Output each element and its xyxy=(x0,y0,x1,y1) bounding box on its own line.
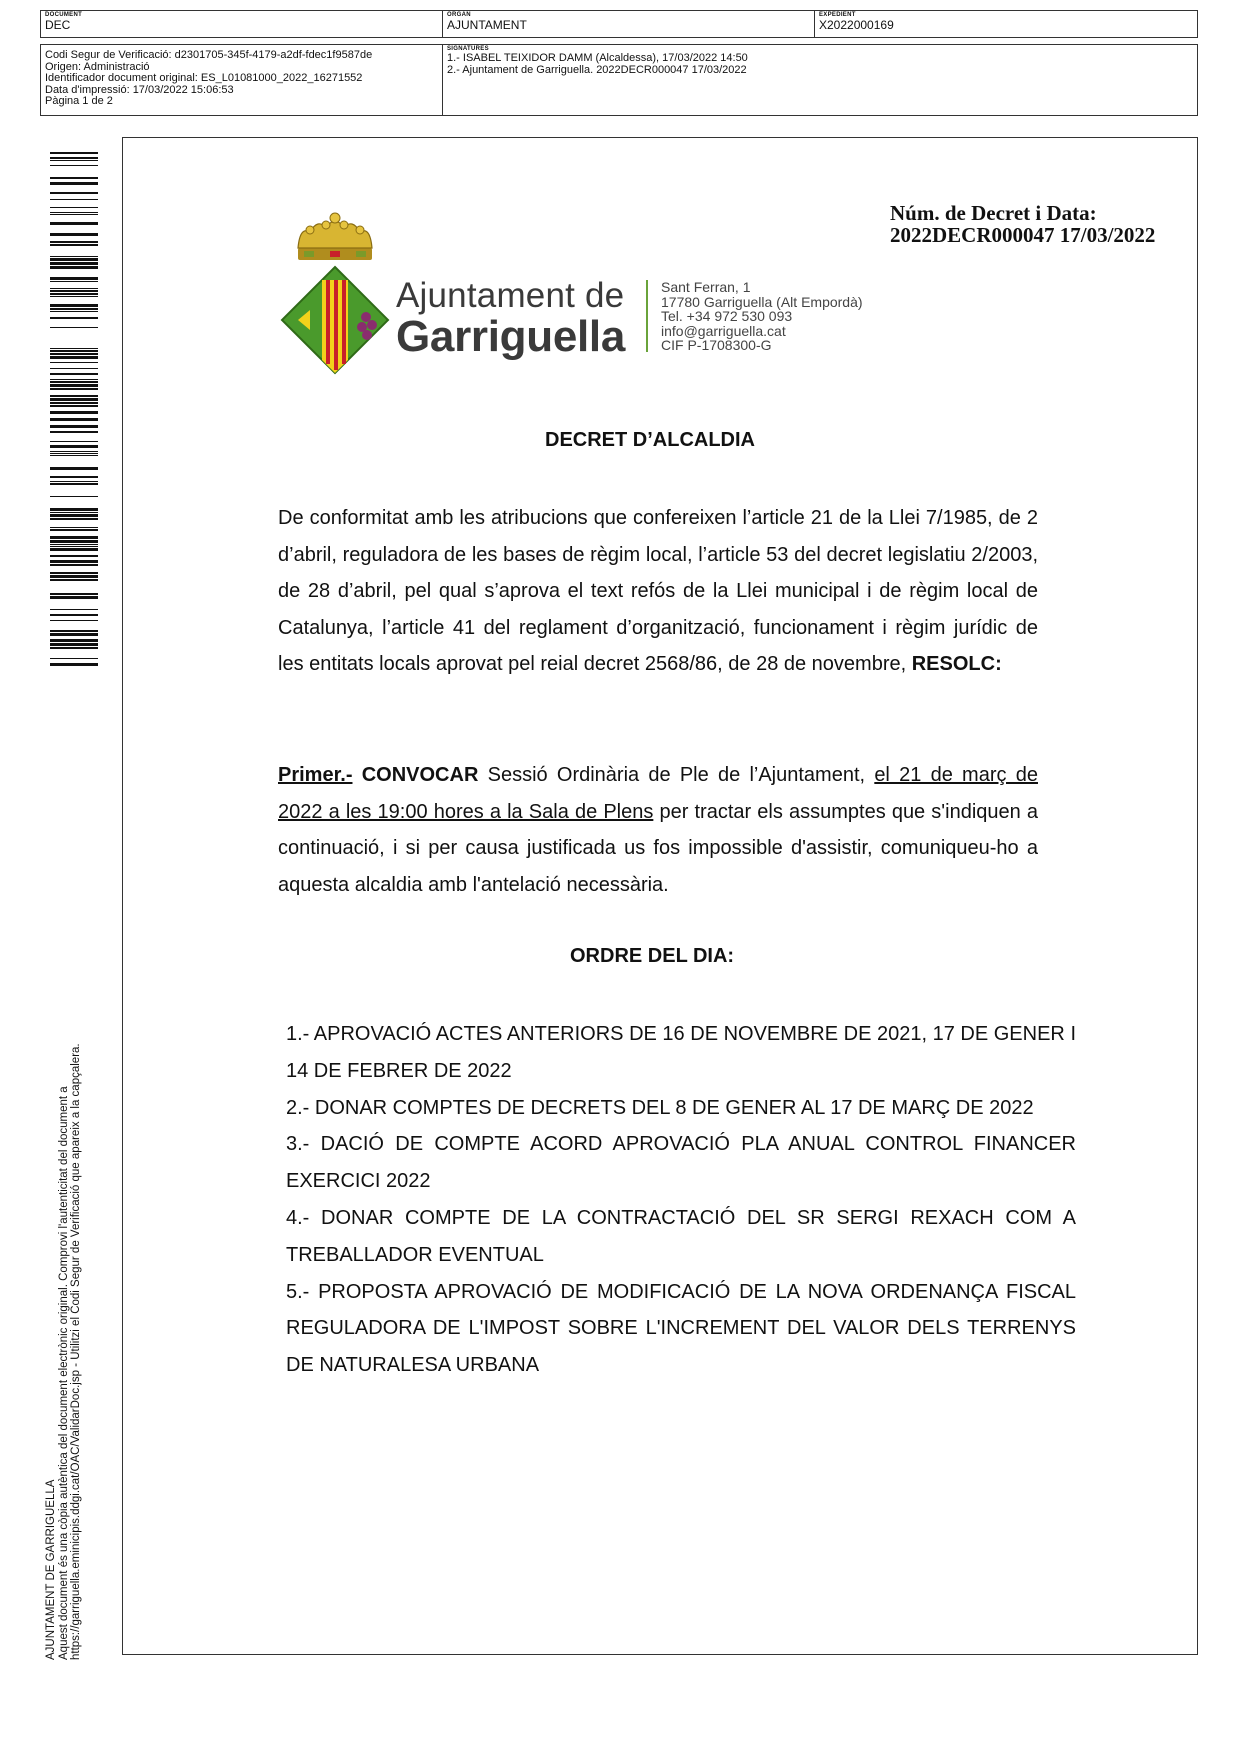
address-cif: CIF P-1708300-G xyxy=(661,337,772,353)
agenda-list xyxy=(286,1016,1076,1384)
agenda-item: 4.- DONAR COMPTE DE LA CONTRACTACIÓ DEL SR SERGI REXACH COM A TREBALLADOR EVENTUAL xyxy=(286,1206,1076,1266)
signatures-cell xyxy=(442,45,1197,115)
agenda-item: 1.- APROVACIÓ ACTES ANTERIORS DE 16 DE NOVEMBRE DE 2021, 17 DE GENER I 14 DE FEBRER DE 2022 xyxy=(286,1023,1076,1082)
decree-number-label: Núm. de Decret i Data: xyxy=(890,201,1097,225)
authenticity-line-1: AJUNTAMENT DE GARRIGUELLA xyxy=(45,1479,57,1660)
crown-icon xyxy=(290,208,380,264)
expedient-cell xyxy=(814,11,1197,37)
signatures-label: SIGNATURES xyxy=(447,46,489,52)
resolc-text: RESOLC: xyxy=(911,653,1002,675)
csv-code: Codi Segur de Verificació: d2301705-345f-4179-a2df-fdec1f9587de xyxy=(45,49,373,61)
header-row-meta xyxy=(40,44,1198,116)
coat-of-arms-icon xyxy=(280,265,390,375)
header-row-top xyxy=(40,10,1198,38)
primer-text-1: Sessió Ordinària de Ple de l’Ajuntament, xyxy=(487,764,866,786)
agenda-item: 5.- PROPOSTA APROVACIÓ DE MODIFICACIÓ DE LA NOVA ORDENANÇA FISCAL REGULADORA DE L'IMPOST SOBRE L'INCREMENT DEL VALOR DELS TERRENYS DE NATURALESA URBANA xyxy=(286,1280,1076,1377)
primer-label: Primer.- xyxy=(278,764,353,786)
session-date-place: el 21 de març de 2022 a les 19:00 hores a la Sala de Plens xyxy=(278,764,1038,823)
print-date: Data d'impressió: 17/03/2022 15:06:53 xyxy=(45,83,234,96)
organ-value: AJUNTAMENT xyxy=(447,18,527,32)
municipality-name-line2: Garriguella xyxy=(396,312,626,361)
authenticity-line-3: https://garriguella.eminicipis.ddgi.cat/OAC/ValidarDoc.jsp - Utilitzi el Codi Segur de Verificació que apareix a la capçalera. xyxy=(70,1043,82,1660)
letterhead-divider xyxy=(646,280,648,352)
primer-text-2: per tractar els assumptes que s'indiquen a continuació, i si per causa justificada us fos impossible d'assistir, comuniqueu-ho a aquesta alcaldia amb l'antelació necessària. xyxy=(278,800,1038,896)
origen: Origen: Administració xyxy=(45,60,150,73)
authenticity-note xyxy=(45,980,83,1660)
document-cell xyxy=(41,11,442,37)
signature-1: 1.- ISABEL TEIXIDOR DAMM (Alcaldessa), 17/03/2022 14:50 xyxy=(447,52,748,64)
organ-cell xyxy=(442,11,814,37)
signature-2: 2.- Ajuntament de Garriguella. 2022DECR000047 17/03/2022 xyxy=(447,63,747,76)
agenda-title: ORDRE DEL DIA: xyxy=(570,945,735,967)
expedient-value: X2022000169 xyxy=(819,18,894,32)
authenticity-line-2: Aquest document és una còpia autèntica del document electrònic original. Comprovi l'autenticitat del document a xyxy=(57,1086,70,1660)
letterhead-address xyxy=(661,280,863,353)
municipality-name-line1: Ajuntament de xyxy=(396,276,625,315)
intro-paragraph xyxy=(278,500,1038,683)
address-street: Sant Ferran, 1 xyxy=(661,279,751,295)
barcode-icon xyxy=(50,152,98,670)
agenda-item: 3.- DACIÓ DE COMPTE ACORD APROVACIÓ PLA ANUAL CONTROL FINANCER EXERCICI 2022 xyxy=(286,1133,1076,1193)
document-value: DEC xyxy=(45,18,71,32)
decree-number-value: 2022DECR000047 17/03/2022 xyxy=(890,223,1156,247)
address-email: info@garriguella.cat xyxy=(661,322,786,339)
address-city: 17780 Garriguella (Alt Empordà) xyxy=(661,293,863,310)
verification-cell xyxy=(41,45,442,115)
expedient-label: EXPEDIENT xyxy=(819,12,856,18)
address-phone: Tel. +34 972 530 093 xyxy=(661,308,793,324)
convocar-text: CONVOCAR xyxy=(361,764,479,786)
intro-text: De conformitat amb les atribucions que confereixen l’article 21 de la Llei 7/1985, de 2 d’abril, reguladora de les bases de règim local, l’article 53 del decret legislatiu 2/2003, de 28 d’abril, pel qual s’aprova el text refós de la Llei municipal i de règim local de Catalunya, l’article 41 del reglament d’organització, funcionament i règim jurídic de les entitats locals aprovat pel reial decret 2568/86, de 28 de novembre, xyxy=(278,507,1038,675)
primer-paragraph xyxy=(278,757,1038,903)
page-title: DECRET D’ALCALDIA xyxy=(545,429,755,451)
page-number: Pàgina 1 de 2 xyxy=(45,95,113,107)
document-label: DOCUMENT xyxy=(45,12,83,18)
organ-label: ORGAN xyxy=(447,12,471,18)
original-identifier: Identificador document original: ES_L01081000_2022_16271552 xyxy=(45,72,363,84)
decree-number xyxy=(890,202,1155,246)
agenda-item: 2.- DONAR COMPTES DE DECRETS DEL 8 DE GENER AL 17 DE MARÇ DE 2022 xyxy=(286,1096,1034,1119)
